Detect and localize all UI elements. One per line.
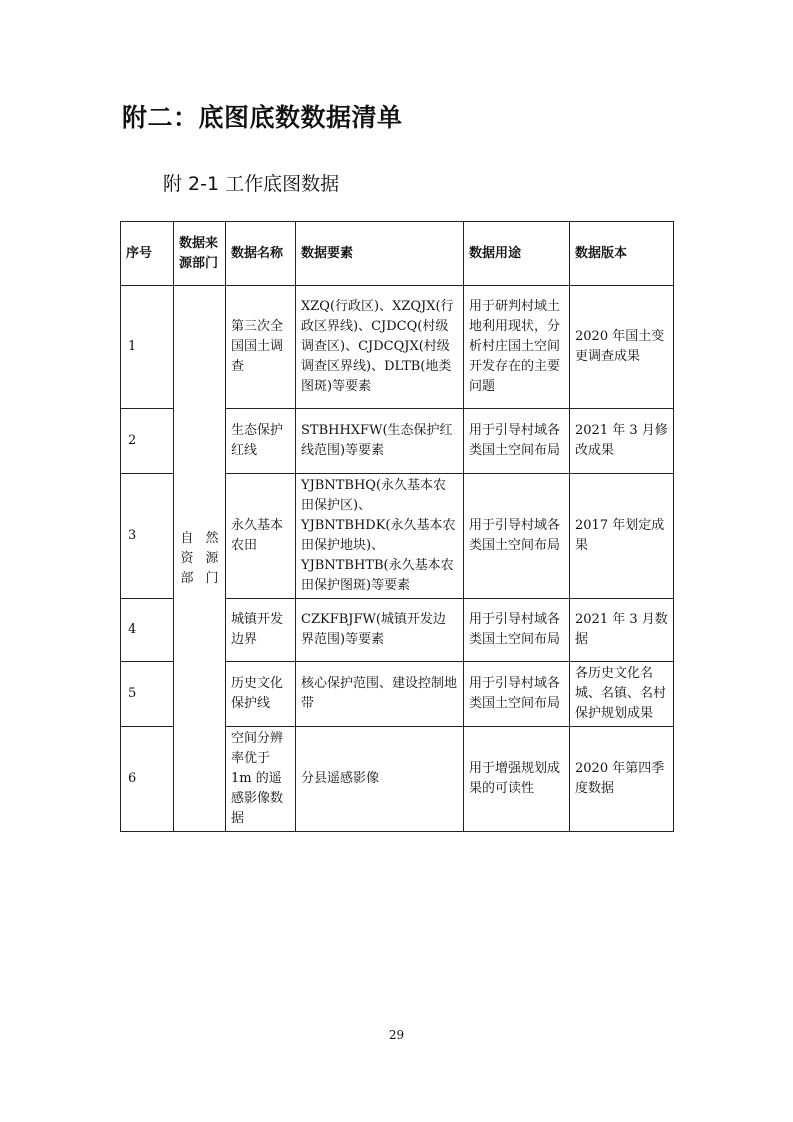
- row-index: 2: [121, 409, 174, 474]
- row-usage: 用于引导村域各类国土空间布局: [464, 474, 570, 599]
- base-map-data-table: [120, 221, 674, 832]
- header-version: 数据版本: [570, 222, 674, 286]
- row-elements: XZQ(行政区)、XZQJX(行政区界线)、CJDCQ(村级调查区)、CJDCQJX(村级调查区界线)、DLTB(地类图斑)等要素: [296, 286, 464, 409]
- row-name: 永久基本农田: [226, 474, 296, 599]
- header-elements: 数据要素: [296, 222, 464, 286]
- row-name: 空间分辨率优于 1m 的遥感影像数据: [226, 727, 296, 832]
- row-index: 6: [121, 727, 174, 832]
- header-name: 数据名称: [226, 222, 296, 286]
- row-index: 4: [121, 599, 174, 662]
- row-name: 生态保护红线: [226, 409, 296, 474]
- row-usage: 用于引导村域各类国土空间布局: [464, 662, 570, 727]
- row-name: 历史文化保护线: [226, 662, 296, 727]
- row-index: 3: [121, 474, 174, 599]
- row-elements: YJBNTBHQ(永久基本农田保护区)、YJBNTBHDK(永久基本农田保护地块)、YJBNTBHTB(永久基本农田保护图斑)等要素: [296, 474, 464, 599]
- row-version: 2017 年划定成果: [570, 474, 674, 599]
- header-index: 序号: [121, 222, 174, 286]
- row-elements: STBHHXFW(生态保护红线范围)等要素: [296, 409, 464, 474]
- page-number: 29: [388, 1028, 405, 1042]
- row-usage: 用于引导村域各类国土空间布局: [464, 409, 570, 474]
- row-version: 各历史文化名城、名镇、名村保护规划成果: [570, 662, 674, 727]
- source-department-text: 自然资源部门: [180, 530, 219, 586]
- row-version: 2020 年国土变更调查成果: [570, 286, 674, 409]
- source-department-cell: [174, 286, 226, 832]
- row-version: 2021 年 3 月修改成果: [570, 409, 674, 474]
- row-elements: 分县遥感影像: [296, 727, 464, 832]
- row-elements: 核心保护范围、建设控制地带: [296, 662, 464, 727]
- row-version: 2020 年第四季度数据: [570, 727, 674, 832]
- header-usage: 数据用途: [464, 222, 570, 286]
- row-elements: CZKFBJFW(城镇开发边界范围)等要素: [296, 599, 464, 662]
- row-index: 1: [121, 286, 174, 409]
- page-heading: 附二：底图底数数据清单: [122, 103, 403, 132]
- row-name: 第三次全国国土调查: [226, 286, 296, 409]
- row-name: 城镇开发边界: [226, 599, 296, 662]
- table-row: [121, 286, 674, 409]
- row-usage: 用于研判村域土地利用现状，分析村庄国土空间开发存在的主要问题: [464, 286, 570, 409]
- header-source: 数据来源部门: [174, 222, 226, 286]
- row-index: 5: [121, 662, 174, 727]
- table-header-row: [121, 222, 674, 286]
- row-usage: 用于增强规划成果的可读性: [464, 727, 570, 832]
- table-caption: 附 2-1 工作底图数据: [163, 173, 340, 195]
- row-version: 2021 年 3 月数据: [570, 599, 674, 662]
- row-usage: 用于引导村域各类国土空间布局: [464, 599, 570, 662]
